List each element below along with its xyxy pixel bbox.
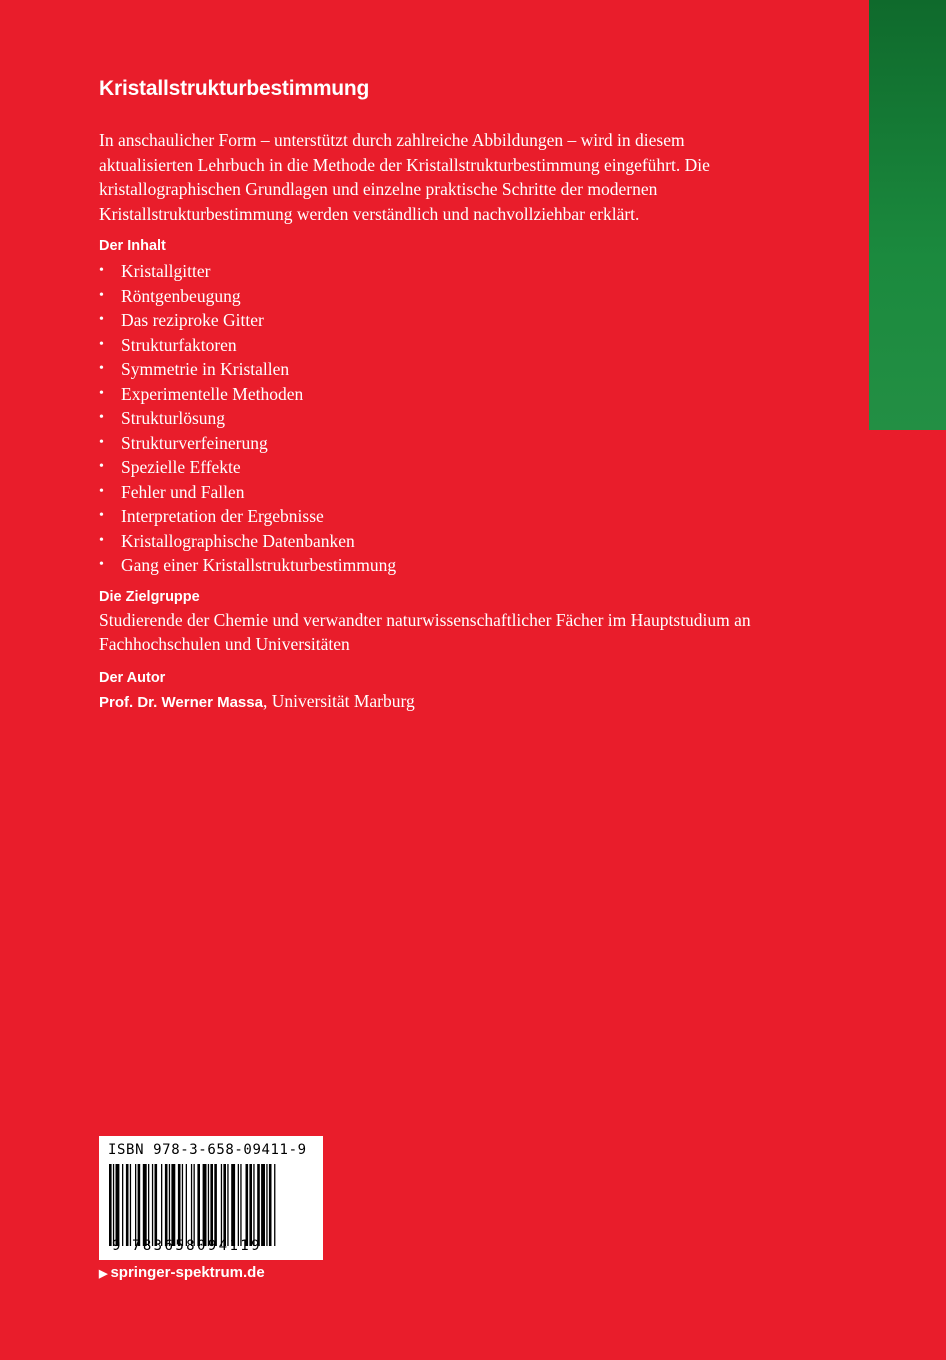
barcode-bar (109, 1164, 112, 1246)
contents-item-label: Fehler und Fallen (121, 481, 245, 502)
barcode-bar (169, 1164, 170, 1246)
contents-item (99, 284, 799, 309)
author-name: Prof. Dr. Werner Massa (99, 693, 263, 711)
contents-item (99, 480, 799, 505)
barcode-bar (266, 1164, 267, 1246)
barcode-bar (261, 1164, 265, 1246)
contents-item-label: Strukturverfeinerung (121, 432, 268, 453)
bullet-icon: • (99, 410, 104, 425)
contents-item-label: Interpretation der Ergebnisse (121, 506, 324, 526)
barcode-bar (191, 1164, 192, 1246)
contents-list (99, 259, 799, 578)
contents-item-label: Das reziproke Gitter (121, 310, 264, 330)
bullet-icon: • (99, 312, 104, 327)
bullet-icon: • (99, 483, 104, 499)
arrow-right-icon: ▶ (99, 1268, 108, 1280)
barcode-bar (116, 1164, 120, 1246)
barcode-bar (194, 1164, 195, 1246)
contents-item (99, 382, 799, 407)
bullet-icon: • (99, 434, 104, 450)
audience-text: Studierende der Chemie und verwandter naturwissenschaftlicher Fächer im Hauptstudium an Fachhochschulen und Universitäten (99, 609, 751, 654)
barcode-bar (113, 1164, 114, 1246)
barcode-bar (171, 1164, 175, 1246)
isbn-label: ISBN 978-3-658-09411-9 (108, 1142, 307, 1158)
barcode-bar (135, 1164, 136, 1246)
barcode-bar (238, 1164, 239, 1246)
back-cover-text (99, 74, 799, 715)
barcode-bar (148, 1164, 149, 1246)
contents-item (99, 431, 799, 456)
barcode-bar (203, 1164, 207, 1246)
contents-item (99, 406, 799, 431)
barcode-bar (186, 1164, 187, 1246)
barcode-bar (214, 1164, 217, 1246)
author-affiliation: , Universität Marburg (262, 690, 415, 711)
bullet-icon: • (99, 336, 104, 352)
bullet-icon: • (99, 459, 104, 474)
barcode-bar (249, 1164, 252, 1246)
contents-item (99, 357, 799, 382)
barcode-bar (253, 1164, 254, 1246)
contents-item (99, 308, 799, 333)
barcode-bar (182, 1164, 183, 1246)
author-heading: Der Autor (99, 669, 166, 686)
audience-heading: Die Zielgruppe (99, 588, 200, 605)
barcode-bar (197, 1164, 200, 1246)
barcode-bar (138, 1164, 141, 1246)
barcode-bar (178, 1164, 181, 1246)
publisher-link[interactable] (99, 1264, 265, 1281)
barcode-bar (269, 1164, 272, 1246)
barcode-bar (246, 1164, 249, 1246)
isbn-barcode (99, 1136, 323, 1260)
barcode-bar (165, 1164, 168, 1246)
contents-item (99, 504, 799, 529)
contents-item-label: Spezielle Effekte (121, 457, 241, 477)
barcode-bar (161, 1164, 162, 1246)
ean-first-digit: 9 (112, 1238, 121, 1254)
publisher-url: springer-spektrum.de (110, 1264, 265, 1281)
contents-item (99, 529, 799, 554)
barcode-bar (257, 1164, 260, 1246)
contents-item-label: Strukturlösung (121, 408, 226, 428)
barcode-bars (109, 1164, 314, 1246)
barcode-bar (274, 1164, 275, 1246)
contents-item-label: Kristallgitter (121, 261, 211, 281)
contents-item-label: Strukturfaktoren (121, 334, 237, 355)
barcode-bar (210, 1164, 213, 1246)
bullet-icon: • (99, 361, 104, 376)
barcode-bar (223, 1164, 226, 1246)
bullet-icon: • (99, 532, 104, 548)
barcode-bar (221, 1164, 222, 1246)
bullet-icon: • (99, 385, 104, 401)
barcode-bar (208, 1164, 209, 1246)
contents-heading: Der Inhalt (99, 238, 166, 254)
bullet-icon: • (99, 287, 104, 303)
contents-item (99, 553, 799, 578)
contents-item (99, 333, 799, 358)
barcode-bar (240, 1164, 241, 1246)
barcode-bar (122, 1164, 123, 1246)
barcode-bar (143, 1164, 147, 1246)
contents-item-label: Gang einer Kristallstrukturbestimmung (121, 555, 397, 575)
bullet-icon: • (99, 263, 104, 278)
barcode-bar (152, 1164, 153, 1246)
bullet-icon: • (99, 508, 104, 523)
barcode-bar (130, 1164, 131, 1246)
contents-item-label: Röntgenbeugung (121, 285, 241, 306)
barcode-bar (231, 1164, 235, 1246)
barcode-bar (126, 1164, 129, 1246)
author-line (99, 689, 799, 716)
ean-digits: 783658094119 (132, 1238, 262, 1254)
contents-item-label: Symmetrie in Kristallen (121, 359, 290, 379)
contents-item-label: Kristallographische Datenbanken (121, 530, 355, 551)
contents-item (99, 455, 799, 480)
barcode-bar (227, 1164, 228, 1246)
barcode-bar (155, 1164, 158, 1246)
bullet-icon: • (99, 557, 104, 572)
book-title: Kristallstrukturbestimmung (99, 77, 370, 100)
green-accent-bar (869, 0, 946, 430)
contents-item-label: Experimentelle Methoden (121, 383, 304, 404)
intro-paragraph: In anschaulicher Form – unterstützt durch zahlreiche Abbildungen – wird in diesem aktualisierten Lehrbuch in die Methode der Kristallstrukturbestimmung eingeführt. Die kristallographischen Grundlagen und einzelne praktische Schritte der modernen Kristallstrukturbestimmung werden verständlich und nachvollziehbar erklärt. (99, 130, 710, 224)
contents-item (99, 259, 799, 284)
